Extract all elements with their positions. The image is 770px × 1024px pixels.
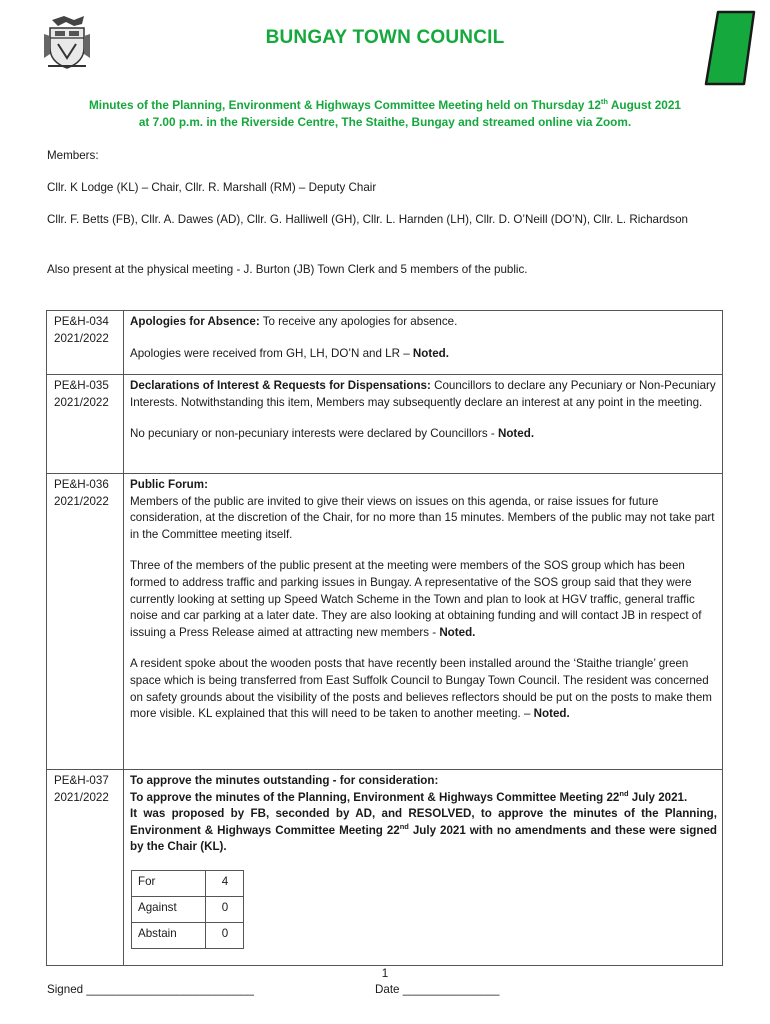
vote-count: 0 — [206, 896, 244, 922]
vote-row — [132, 870, 244, 896]
item-ref — [47, 770, 124, 966]
council-logo-icon — [704, 10, 756, 86]
heading-text-end: August 2021 — [608, 98, 681, 112]
item-year: 2021/2022 — [54, 331, 109, 345]
vote-table — [131, 870, 244, 949]
vote-label: For — [132, 870, 206, 896]
item-body — [124, 770, 723, 966]
item-intro: To receive any apologies for absence. — [259, 315, 458, 328]
table-row — [47, 474, 723, 770]
item-superscript: nd — [619, 788, 629, 798]
item-intro: Councillors to declare any Pecuniary or Non-Pecuniary Interests. Notwithstanding this item, Members may subsequently declare an interest at any point in the meeting. — [130, 379, 716, 409]
vote-row — [132, 922, 244, 948]
item-approval — [130, 773, 717, 856]
date-line: Date _______________ — [375, 983, 500, 996]
vote-row — [132, 896, 244, 922]
heading-superscript: th — [600, 97, 608, 107]
item-result-noted: Noted. — [497, 427, 535, 441]
item-body — [124, 474, 723, 770]
item-result-noted: Noted. — [412, 346, 449, 360]
signature-line: Signed __________________________ — [47, 983, 254, 996]
vote-label: Abstain — [132, 922, 206, 948]
item-body — [124, 375, 723, 474]
item-code: PE&H-035 — [54, 379, 109, 392]
heading-text: Minutes of the Planning, Environment & Highways Committee Meeting held on Thursday 12 — [88, 98, 601, 112]
item-line: To approve the minutes of the Planning, Environment & Highways Committee Meeting 22 — [130, 790, 620, 804]
item-result: No pecuniary or non-pecuniary interests were declared by Councillors - — [130, 427, 498, 441]
item-resolution: It was proposed by FB, seconded by AD, and RESOLVED, to approve the minutes of the Planning, Environment & Highways Committee Meeting 22 — [130, 807, 717, 837]
item-ref — [47, 311, 124, 375]
item-title: Declarations of Interest & Requests for Dispensations: — [130, 379, 431, 392]
page-title: BUNGAY TOWN COUNCIL — [265, 27, 505, 48]
table-row — [47, 770, 723, 966]
meeting-heading — [40, 97, 730, 131]
item-year: 2021/2022 — [54, 790, 109, 804]
item-ref — [47, 474, 124, 770]
vote-count: 0 — [206, 922, 244, 948]
vote-label: Against — [132, 896, 206, 922]
item-ref — [47, 375, 124, 474]
item-paragraph: Three of the members of the public present at the meeting were members of the SOS group which has been formed to address traffic and parking issues in Bungay. A representative of the SOS group said that they were currently looking at setting up Speed Watch Scheme in the Town and plan to look at HGV traffic, general traffic noise and car parking at a later date. They are also looking at obtaining funding and will contact JB in respect of issuing a Press Release aimed at attracting new members - — [130, 559, 702, 639]
item-body — [124, 311, 723, 375]
item-result-noted: Noted. — [439, 625, 476, 639]
table-row — [47, 375, 723, 474]
minutes-table — [46, 310, 723, 966]
item-line-end: July 2021. — [628, 790, 688, 804]
members-chairs: Cllr. K Lodge (KL) – Chair, Cllr. R. Marshall (RM) – Deputy Chair — [47, 181, 377, 194]
page-number: 1 — [381, 967, 389, 980]
item-intro: Members of the public are invited to give their views on issues on this agenda, or raise issues for future consideration, at the discretion of the Chair, for no more than 15 minutes. Members of the public may not take part in the Committee meeting itself. — [130, 494, 715, 541]
item-code: PE&H-034 — [54, 315, 109, 328]
table-row — [47, 311, 723, 375]
item-title: Public Forum: — [130, 478, 208, 491]
members-label: Members: — [47, 149, 99, 162]
item-year: 2021/2022 — [54, 494, 109, 508]
item-paragraph: A resident spoke about the wooden posts that have recently been installed around the ‘Staithe triangle’ green space which is being transferred from East Suffolk Council to Bungay Town Council. The resident was concerned on safety grounds about the visibility of the posts and believes reflectors should be put on the posts to make them more visible. KL explained that this will need to be taken to another meeting. – — [130, 657, 712, 721]
members-list: Cllr. F. Betts (FB), Cllr. A. Dawes (AD), Cllr. G. Halliwell (GH), Cllr. L. Harnden (LH), Cllr. D. O’Neill (DO’N), Cllr. L. Richardson — [47, 213, 688, 226]
item-code: PE&H-037 — [54, 774, 109, 787]
item-result-noted: Noted. — [533, 707, 570, 721]
item-year: 2021/2022 — [54, 395, 109, 409]
vote-count: 4 — [206, 870, 244, 896]
item-title: To approve the minutes outstanding - for consideration: — [130, 774, 439, 787]
item-resolution-end: July 2021 with no amendments and these were signed by the Chair (KL). — [130, 823, 717, 854]
also-present: Also present at the physical meeting - J. Burton (JB) Town Clerk and 5 members of the public. — [47, 263, 528, 276]
item-superscript: nd — [399, 821, 409, 831]
item-title: Apologies for Absence: — [130, 315, 260, 328]
item-result: Apologies were received from GH, LH, DO’N and LR – — [130, 346, 413, 360]
item-code: PE&H-036 — [54, 478, 109, 491]
heading-line-2: at 7.00 p.m. in the Riverside Centre, The Staithe, Bungay and streamed online via Zoom. — [138, 115, 632, 129]
